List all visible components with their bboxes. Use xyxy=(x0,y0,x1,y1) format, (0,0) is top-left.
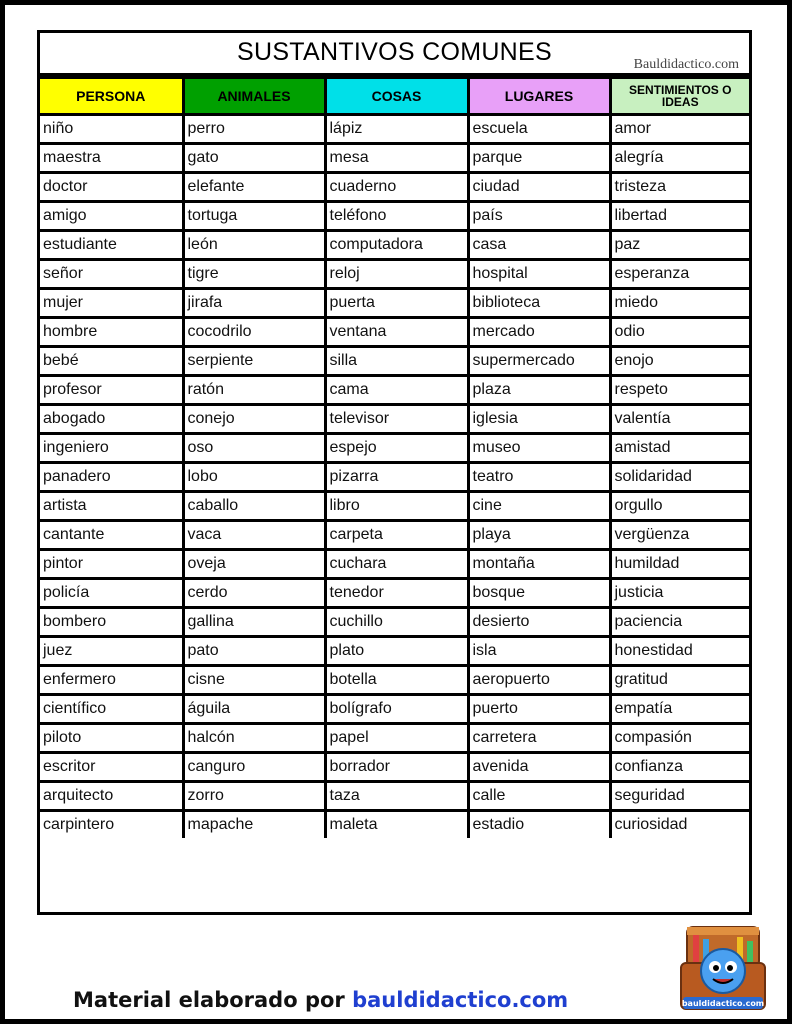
table-cell: oveja xyxy=(183,550,325,579)
column-header: PERSONA xyxy=(40,78,183,115)
table-cell: piloto xyxy=(40,724,183,753)
table-cell: mercado xyxy=(468,318,610,347)
table-cell: borrador xyxy=(325,753,468,782)
table-cell: orgullo xyxy=(610,492,749,521)
table-cell: artista xyxy=(40,492,183,521)
table-cell: señor xyxy=(40,260,183,289)
table-row xyxy=(40,115,749,144)
table-cell: pato xyxy=(183,637,325,666)
table-cell: bolígrafo xyxy=(325,695,468,724)
table-row xyxy=(40,289,749,318)
table-cell: alegría xyxy=(610,144,749,173)
table-cell: avenida xyxy=(468,753,610,782)
table-cell: cerdo xyxy=(183,579,325,608)
table-cell: país xyxy=(468,202,610,231)
table-cell: silla xyxy=(325,347,468,376)
footer-site-link[interactable]: bauldidactico.com xyxy=(352,988,569,1012)
table-cell: ratón xyxy=(183,376,325,405)
table-cell: serpiente xyxy=(183,347,325,376)
table-cell: águila xyxy=(183,695,325,724)
table-cell: tenedor xyxy=(325,579,468,608)
table-row xyxy=(40,405,749,434)
table-cell: canguro xyxy=(183,753,325,782)
title-bar xyxy=(40,33,749,76)
table-cell: paz xyxy=(610,231,749,260)
table-cell: valentía xyxy=(610,405,749,434)
table-cell: botella xyxy=(325,666,468,695)
table-cell: cuchillo xyxy=(325,608,468,637)
table-row xyxy=(40,463,749,492)
table-cell: panadero xyxy=(40,463,183,492)
table-cell: escuela xyxy=(468,115,610,144)
table-row xyxy=(40,173,749,202)
table-cell: plato xyxy=(325,637,468,666)
table-cell: empatía xyxy=(610,695,749,724)
table-cell: amistad xyxy=(610,434,749,463)
table-cell: arquitecto xyxy=(40,782,183,811)
table-cell: carretera xyxy=(468,724,610,753)
footer-prefix: Material elaborado por xyxy=(73,988,353,1012)
table-row xyxy=(40,202,749,231)
table-row xyxy=(40,811,749,839)
table-row xyxy=(40,231,749,260)
column-header: ANIMALES xyxy=(183,78,325,115)
table-cell: tortuga xyxy=(183,202,325,231)
table-cell: puerta xyxy=(325,289,468,318)
table-cell: taza xyxy=(325,782,468,811)
table-cell: biblioteca xyxy=(468,289,610,318)
table-cell: enojo xyxy=(610,347,749,376)
table-cell: policía xyxy=(40,579,183,608)
table-cell: niño xyxy=(40,115,183,144)
table-cell: mesa xyxy=(325,144,468,173)
table-cell: tristeza xyxy=(610,173,749,202)
table-cell: solidaridad xyxy=(610,463,749,492)
table-row xyxy=(40,318,749,347)
table-row xyxy=(40,376,749,405)
table-cell: justicia xyxy=(610,579,749,608)
table-cell: calle xyxy=(468,782,610,811)
watermark: Bauldidactico.com xyxy=(633,57,739,72)
table-cell: caballo xyxy=(183,492,325,521)
table-cell: iglesia xyxy=(468,405,610,434)
table-row xyxy=(40,695,749,724)
table-cell: zorro xyxy=(183,782,325,811)
table-cell: mujer xyxy=(40,289,183,318)
table-row xyxy=(40,260,749,289)
table-cell: jirafa xyxy=(183,289,325,318)
table-row xyxy=(40,637,749,666)
table-cell: tigre xyxy=(183,260,325,289)
table-cell: curiosidad xyxy=(610,811,749,839)
table-cell: playa xyxy=(468,521,610,550)
table-cell: vergüenza xyxy=(610,521,749,550)
table-cell: aeropuerto xyxy=(468,666,610,695)
table-cell: ciudad xyxy=(468,173,610,202)
table-cell: carpeta xyxy=(325,521,468,550)
table-cell: cantante xyxy=(40,521,183,550)
table-row xyxy=(40,434,749,463)
table-row xyxy=(40,492,749,521)
table-cell: juez xyxy=(40,637,183,666)
table-cell: oso xyxy=(183,434,325,463)
table-cell: compasión xyxy=(610,724,749,753)
table-cell: ingeniero xyxy=(40,434,183,463)
table-cell: puerto xyxy=(468,695,610,724)
table-row xyxy=(40,666,749,695)
table-cell: humildad xyxy=(610,550,749,579)
table-cell: vaca xyxy=(183,521,325,550)
table-cell: conejo xyxy=(183,405,325,434)
table-cell: hospital xyxy=(468,260,610,289)
table-cell: lápiz xyxy=(325,115,468,144)
table-cell: seguridad xyxy=(610,782,749,811)
page-title: SUSTANTIVOS COMUNES xyxy=(237,38,552,66)
treasure-chest-mascot-icon xyxy=(673,923,773,1019)
table-cell: isla xyxy=(468,637,610,666)
table-cell: casa xyxy=(468,231,610,260)
table-cell: elefante xyxy=(183,173,325,202)
table-cell: computadora xyxy=(325,231,468,260)
table-cell: estadio xyxy=(468,811,610,839)
table-cell: enfermero xyxy=(40,666,183,695)
table-cell: pizarra xyxy=(325,463,468,492)
table-row xyxy=(40,521,749,550)
table-cell: parque xyxy=(468,144,610,173)
table-cell: cama xyxy=(325,376,468,405)
table-cell: montaña xyxy=(468,550,610,579)
table-cell: reloj xyxy=(325,260,468,289)
table-row xyxy=(40,724,749,753)
table-cell: desierto xyxy=(468,608,610,637)
footer-credit xyxy=(73,988,568,1012)
table-cell: odio xyxy=(610,318,749,347)
table-cell: cocodrilo xyxy=(183,318,325,347)
table-cell: hombre xyxy=(40,318,183,347)
table-cell: gratitud xyxy=(610,666,749,695)
table-cell: bebé xyxy=(40,347,183,376)
table-cell: estudiante xyxy=(40,231,183,260)
table-row xyxy=(40,608,749,637)
table-cell: bombero xyxy=(40,608,183,637)
table-cell: pintor xyxy=(40,550,183,579)
table-row xyxy=(40,144,749,173)
table-cell: cuchara xyxy=(325,550,468,579)
table-cell: libertad xyxy=(610,202,749,231)
table-cell: televisor xyxy=(325,405,468,434)
table-row xyxy=(40,550,749,579)
table-cell: perro xyxy=(183,115,325,144)
table-cell: profesor xyxy=(40,376,183,405)
table-cell: esperanza xyxy=(610,260,749,289)
table-row xyxy=(40,782,749,811)
table-cell: bosque xyxy=(468,579,610,608)
table-cell: maestra xyxy=(40,144,183,173)
table-cell: mapache xyxy=(183,811,325,839)
table-cell: escritor xyxy=(40,753,183,782)
table-cell: teatro xyxy=(468,463,610,492)
table-cell: león xyxy=(183,231,325,260)
table-cell: paciencia xyxy=(610,608,749,637)
table-cell: amor xyxy=(610,115,749,144)
column-header: LUGARES xyxy=(468,78,610,115)
header-row xyxy=(40,78,749,115)
table-cell: científico xyxy=(40,695,183,724)
table-cell: respeto xyxy=(610,376,749,405)
table-cell: libro xyxy=(325,492,468,521)
table-cell: carpintero xyxy=(40,811,183,839)
table-cell: cisne xyxy=(183,666,325,695)
table-cell: cuaderno xyxy=(325,173,468,202)
table-cell: amigo xyxy=(40,202,183,231)
table-cell: lobo xyxy=(183,463,325,492)
table-cell: cine xyxy=(468,492,610,521)
table-row xyxy=(40,753,749,782)
column-header: COSAS xyxy=(325,78,468,115)
table-row xyxy=(40,579,749,608)
table-cell: honestidad xyxy=(610,637,749,666)
table-cell: abogado xyxy=(40,405,183,434)
table-cell: maleta xyxy=(325,811,468,839)
table-cell: teléfono xyxy=(325,202,468,231)
table-cell: espejo xyxy=(325,434,468,463)
table-cell: gato xyxy=(183,144,325,173)
logo-text: bauldidactico.com xyxy=(681,999,765,1008)
column-header: SENTIMIENTOS O IDEAS xyxy=(610,78,749,115)
nouns-table xyxy=(40,76,749,838)
table-cell: papel xyxy=(325,724,468,753)
nouns-sheet xyxy=(37,30,752,915)
table-cell: doctor xyxy=(40,173,183,202)
table-cell: miedo xyxy=(610,289,749,318)
table-cell: halcón xyxy=(183,724,325,753)
table-cell: gallina xyxy=(183,608,325,637)
table-cell: supermercado xyxy=(468,347,610,376)
table-row xyxy=(40,347,749,376)
table-cell: ventana xyxy=(325,318,468,347)
table-cell: plaza xyxy=(468,376,610,405)
table-cell: museo xyxy=(468,434,610,463)
table-cell: confianza xyxy=(610,753,749,782)
